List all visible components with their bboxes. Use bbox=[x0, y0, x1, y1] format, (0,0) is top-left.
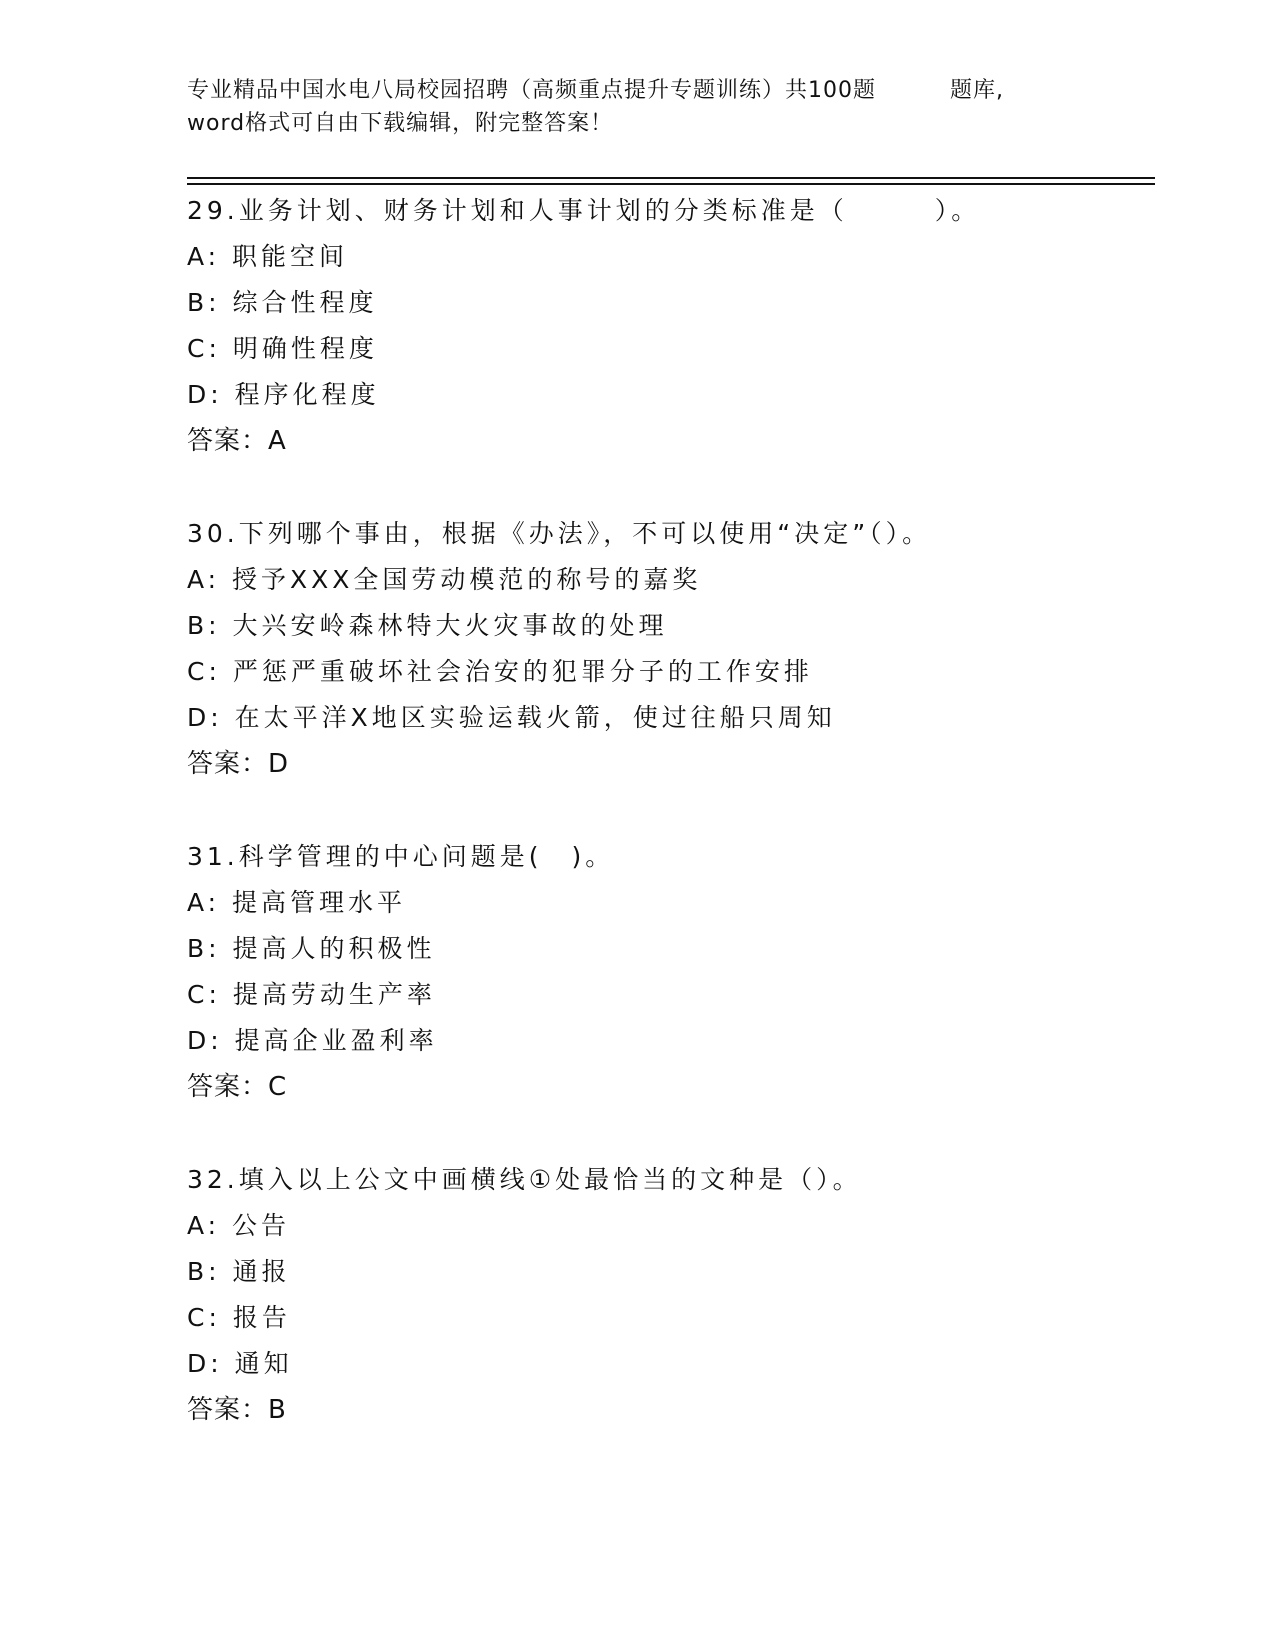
document-header bbox=[187, 74, 1087, 140]
option-c: C: 提高劳动生产率 bbox=[187, 980, 436, 1009]
option-c: C: 严惩严重破坏社会治安的犯罪分子的工作安排 bbox=[187, 657, 813, 686]
question-29 bbox=[187, 188, 1155, 464]
answer: 答案：A bbox=[187, 426, 287, 456]
answer: 答案：C bbox=[187, 1072, 288, 1102]
option-d: D: 提高企业盈利率 bbox=[187, 1026, 438, 1055]
option-a: A: 公告 bbox=[187, 1211, 291, 1240]
header-divider-bottom bbox=[187, 183, 1155, 185]
answer: 答案：B bbox=[187, 1395, 287, 1425]
question-32 bbox=[187, 1157, 1155, 1433]
question-stem: 32.填入以上公文中画横线①处最恰当的文种是（）。 bbox=[187, 1165, 862, 1194]
header-line-1 bbox=[187, 74, 1087, 107]
option-d: D: 通知 bbox=[187, 1349, 293, 1378]
option-c: C: 明确性程度 bbox=[187, 334, 378, 363]
header-divider-top bbox=[187, 177, 1155, 179]
question-31 bbox=[187, 834, 1155, 1110]
option-b: B: 大兴安岭森林特大火灾事故的处理 bbox=[187, 611, 668, 640]
option-b: B: 综合性程度 bbox=[187, 288, 378, 317]
option-c: C: 报告 bbox=[187, 1303, 291, 1332]
question-30 bbox=[187, 511, 1155, 787]
option-b: B: 提高人的积极性 bbox=[187, 934, 436, 963]
header-title-suffix: 题库, bbox=[950, 78, 1004, 103]
answer: 答案：D bbox=[187, 749, 290, 779]
option-a: A: 授予XXX全国劳动模范的称号的嘉奖 bbox=[187, 565, 702, 594]
question-stem: 31.科学管理的中心问题是( )。 bbox=[187, 842, 615, 871]
option-b: B: 通报 bbox=[187, 1257, 291, 1286]
header-line-2: word格式可自由下载编辑，附完整答案！ bbox=[187, 111, 614, 136]
option-a: A: 职能空间 bbox=[187, 242, 349, 271]
option-a: A: 提高管理水平 bbox=[187, 888, 407, 917]
question-stem: 30.下列哪个事由，根据《办法》，不可以使用“决定”（）。 bbox=[187, 519, 932, 548]
question-list bbox=[187, 188, 1155, 1433]
header-title: 专业精品中国水电八局校园招聘（高频重点提升专题训练）共100题 bbox=[187, 78, 876, 103]
option-d: D: 在太平洋X地区实验运载火箭，使过往船只周知 bbox=[187, 703, 836, 732]
option-d: D: 程序化程度 bbox=[187, 380, 380, 409]
question-stem: 29.业务计划、财务计划和人事计划的分类标准是（ ）。 bbox=[187, 196, 981, 225]
